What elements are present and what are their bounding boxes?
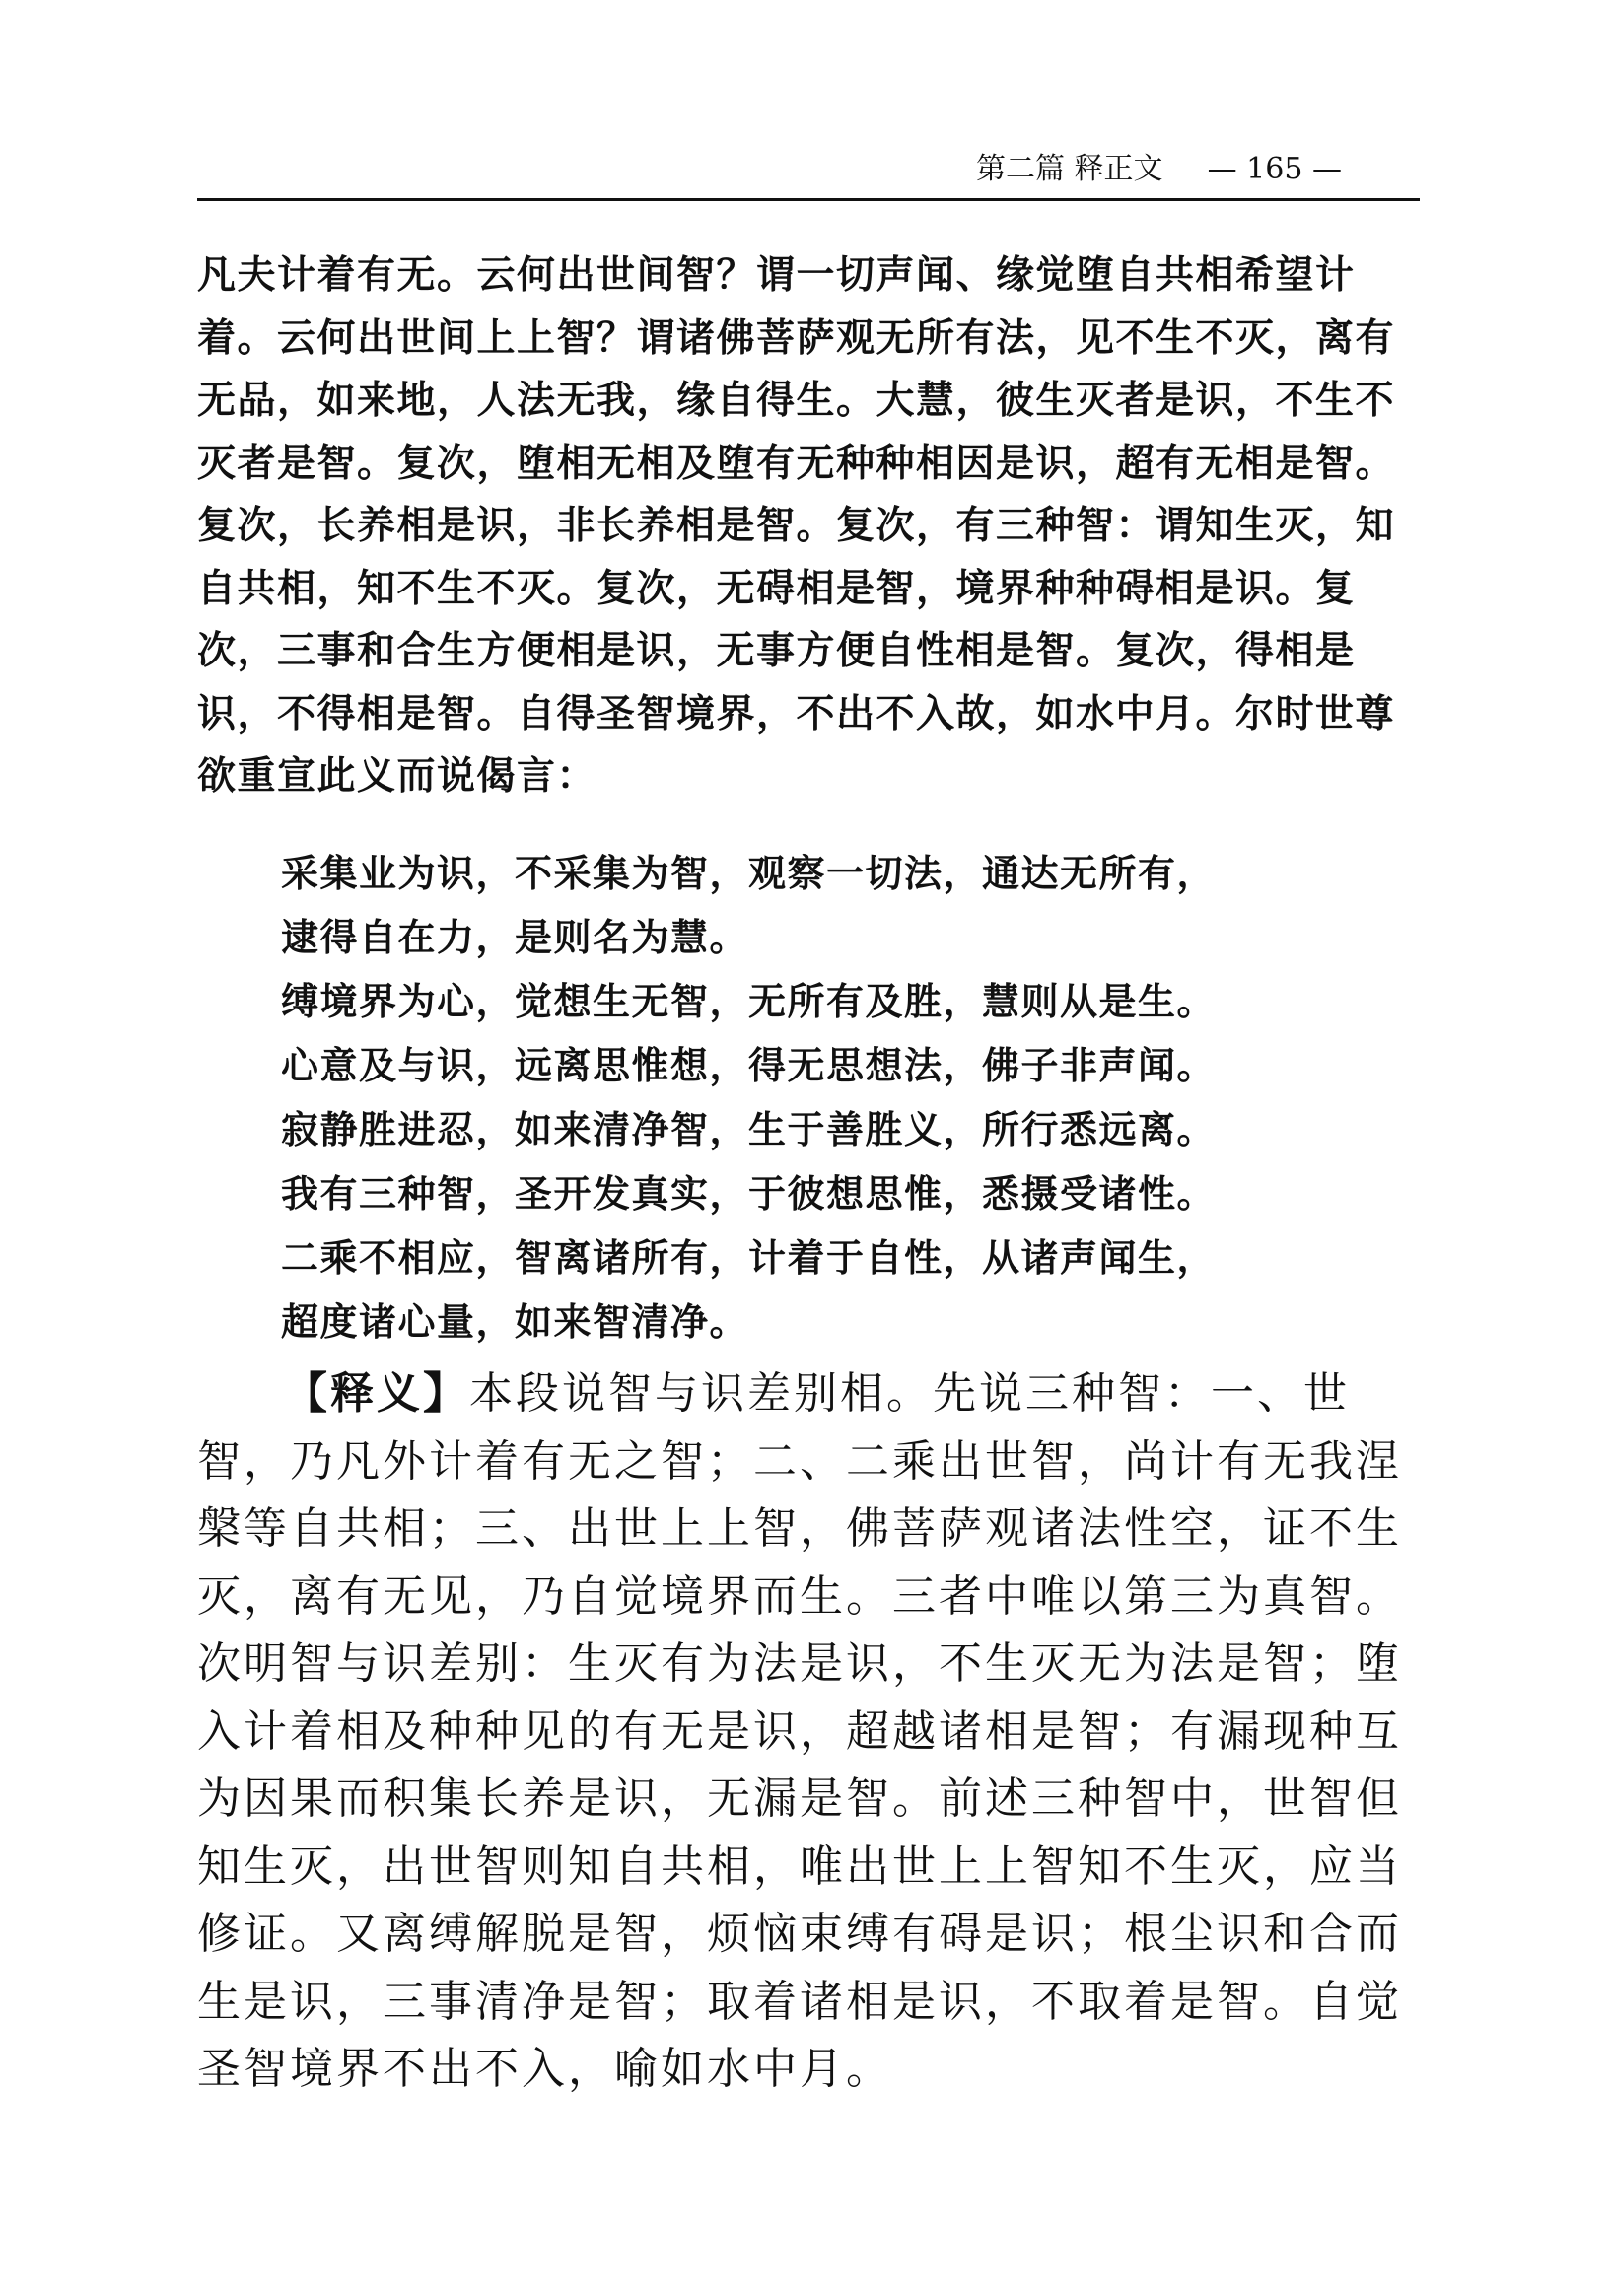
verse-line: 我有三种智，圣开发真实，于彼想思惟，悉摄受诸性。 (281, 1172, 1217, 1216)
commentary-text: 本段说智与识差别相。先说三种智：一、世智，乃凡外计着有无之智；二、二乘出世智，尚计有无我涅槃等自共相；三、出世上上智，佛菩萨观诸法性空，证不生灭，离有无见，乃自觉境界而生。三者中唯以第三为真智。次明智与识差别：生灭有为法是识，不生灭无为法是智；堕入计着相及种种见的有无是识，超越诸相是智；有漏现种互为因果而积集长养是识，无漏是智。前述三种智中，世智但知生灭，出世智则知自共相，唯出世上上智知不生灭，应当修证。又离缚解脱是智，烦恼束缚有碍是识；根尘识和合而生是识，三事清净是智；取着诸相是识，不取着是智。自觉圣智境界不出不入，喻如水中月。 (197, 1368, 1402, 2094)
verse-line: 逮得自在力，是则名为慧。 (281, 916, 749, 959)
verse-line: 二乘不相应，智离诸所有，计着于自性，从诸声闻生， (281, 1236, 1217, 1280)
verse-line: 寂静胜进忍，如来清净智，生于善胜义，所行悉远离。 (281, 1108, 1217, 1151)
sutra-text: 凡夫计着有无。云何出世间智？谓一切声闻、缘觉堕自共相希望计着。云何出世间上上智？谓诸佛菩萨观无所有法，见不生不灭，离有无品，如来地，人法无我，缘自得生。大慧，彼生灭者是识，不生不灭者是智。复次，堕相无相及堕有无种种相因是识，超有无相是智。复次，长养相是识，非长养相是智。复次，有三种智：谓知生灭，知自共相，知不生不灭。复次，无碍相是智，境界种种碍相是识。复次，三事和合生方便相是识，无事方便自性相是智。复次，得相是识，不得相是智。自得圣智境界，不出不入故，如水中月。尔时世尊欲重宣此义而说偈言： (197, 253, 1396, 799)
commentary-tag: 【释义】 (284, 1368, 469, 1419)
running-header (976, 143, 1420, 196)
verse-line: 缚境界为心，觉想生无智，无所有及胜，慧则从是生。 (281, 980, 1217, 1023)
page-number: — 165 — (1207, 152, 1342, 186)
commentary-paragraph (197, 1360, 1425, 2104)
header-rule (197, 198, 1420, 201)
chapter-title: 第二篇 释正文 (976, 152, 1163, 186)
verse-line: 采集业为识，不采集为智，观察一切法，通达无所有， (281, 852, 1217, 895)
verse-line: 超度诸心量，如来智清净。 (281, 1300, 749, 1344)
verse-line: 心意及与识，远离思惟想，得无思想法，佛子非声闻。 (281, 1044, 1217, 1087)
verse-block (281, 842, 1425, 1355)
